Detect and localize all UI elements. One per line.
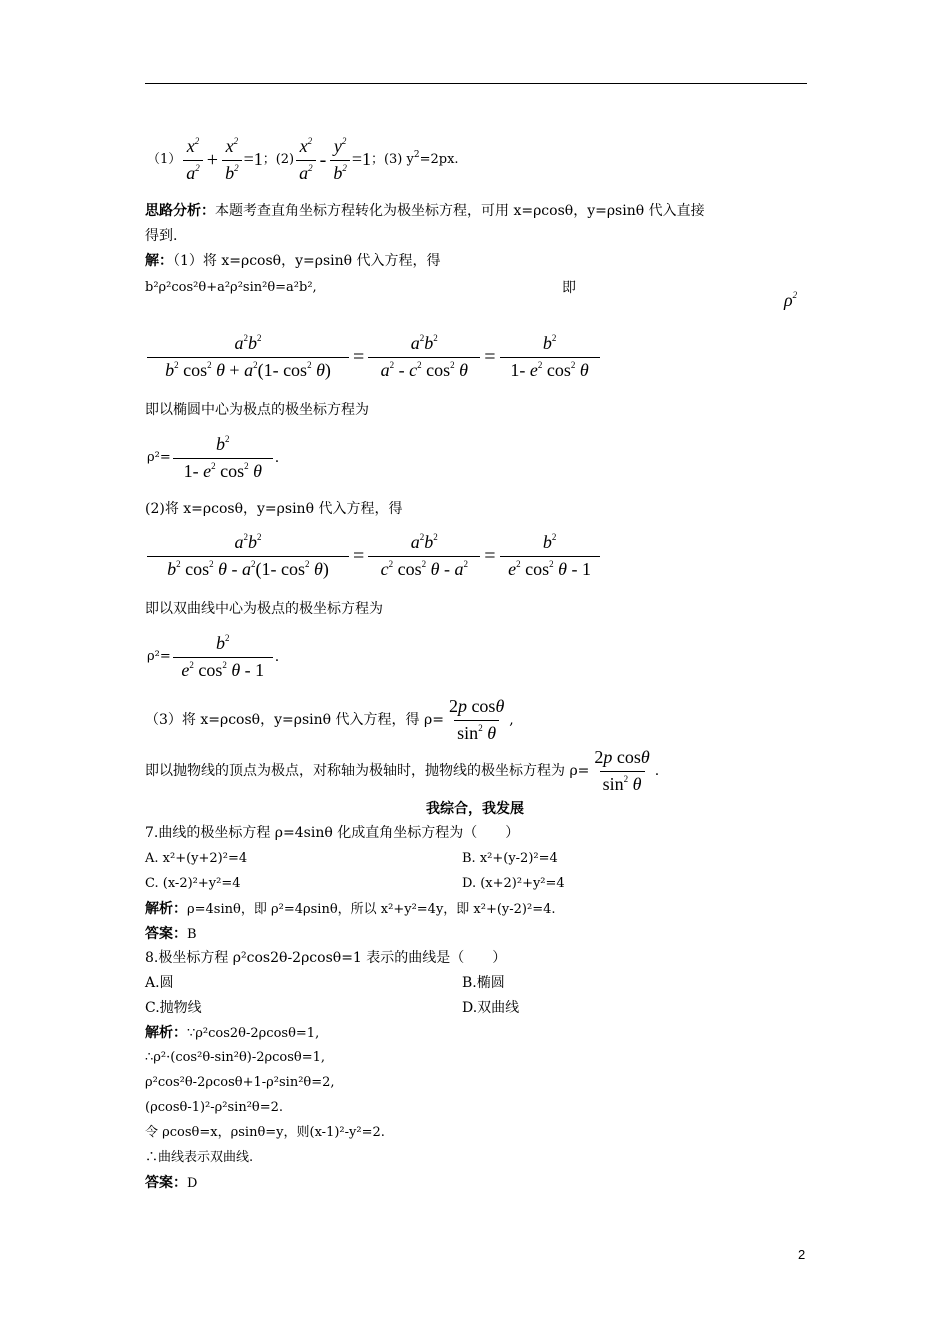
ellipse-frac-2: $\frac{a^2b^2}{a^2 - c^2 \cos^2 \theta}$: [368, 333, 480, 381]
equals-one-2: =1: [351, 149, 371, 170]
equals-one: =1: [243, 149, 263, 170]
hyperbola-frac-2: $\frac{a^2b^2}{c^2 \cos^2 \theta - a^2}$: [368, 532, 480, 580]
q7-option-c: C. (x-2)²+y²=4: [145, 876, 241, 891]
q8-analysis-4: (ρcosθ-1)²-ρ²sin²θ=2.: [145, 1100, 284, 1115]
hyperbola-derivation: $\frac{a^2b^2}{b^2 \cos^2 \theta - a^2(1- \cos^2 \theta)}$ = $\frac{a^2b^2}{c^2 \cos^2 \theta - a^2}$ = $\frac{b^2}{e^2 \cos^2 \theta - 1}$: [145, 532, 602, 580]
q8-option-b: B.椭圆: [462, 975, 505, 991]
q7-answer: 答案：B: [145, 926, 197, 942]
solution-step-2: (2)将 x=ρcosθ，y=ρsinθ 代入方程，得: [145, 501, 403, 517]
q8-analysis-1: 解析：∵ρ²cos2θ-2ρcosθ=1,: [145, 1025, 320, 1041]
q8-analysis-6: ∴曲线表示双曲线.: [145, 1150, 254, 1165]
q8-answer: 答案：D: [145, 1175, 198, 1191]
hyperbola-text: 即以双曲线中心为极点的极坐标方程为: [145, 601, 383, 617]
ellipse-result: ρ²= $\frac{b^2}{1- e^2 \cos^2 \theta}$ .: [147, 434, 280, 481]
fraction-y2-b2: $\frac{y^2}{b^2}$: [330, 136, 350, 184]
ellipse-frac-3: $\frac{b^2}{1- e^2 \cos^2 \theta}$: [500, 333, 600, 381]
fraction-x2-a2: $\frac{x^2}{a^2}$: [183, 136, 203, 184]
parabola-frac-1: $\frac{\text{2p cosθ}}{\sin^2 \theta}$: [448, 696, 505, 743]
analysis-line-1: 思路分析：本题考查直角坐标方程转化为极坐标方程，可用 x=ρcosθ，y=ρsinθ 代入直接: [145, 203, 705, 219]
header-rule: [145, 83, 807, 84]
q8-option-a: A.圆: [145, 975, 174, 991]
hyperbola-frac-1: $\frac{a^2b^2}{b^2 \cos^2 \theta - a^2(1- \cos^2 \theta)}$: [147, 532, 349, 580]
solution-step-1: 解：（1）将 x=ρcosθ，y=ρsinθ 代入方程，得: [145, 253, 441, 269]
solution-step-3: （3）将 x=ρcosθ，y=ρsinθ 代入方程，得 ρ= $\frac{\text{2p cosθ}}{\sin^2 \theta}$ ,: [145, 696, 514, 743]
q8-stem: 8.极坐标方程 ρ²cos2θ-2ρcosθ=1 表示的曲线是（ ）: [145, 950, 507, 966]
label-3: ；(3) $y^2=2px$.: [370, 149, 459, 168]
q8-analysis-3: ρ²cos²θ-2ρcosθ+1-ρ²sin²θ=2,: [145, 1075, 335, 1090]
rho-squared: $\rho^2$: [784, 290, 798, 310]
q7-option-d: D. (x+2)²+y²=4: [462, 876, 565, 891]
ellipse-result-frac: $\frac{b^2}{1- e^2 \cos^2 \theta}$: [173, 434, 273, 482]
q8-option-c: C.抛物线: [145, 1000, 202, 1016]
solution-eq-line: b²ρ²cos²θ+a²ρ²sin²θ=a²b²,: [145, 280, 317, 295]
q7-stem: 7.曲线的极坐标方程 ρ=4sinθ 化成直角坐标方程为（ ）: [145, 825, 520, 841]
ellipse-frac-1: $\frac{a^2b^2}{b^2 \cos^2 \theta + a^2(1- \cos^2 \theta)}$: [147, 333, 349, 381]
page-number: 2: [798, 1247, 806, 1262]
parabola-frac-2: $\frac{\text{2p cosθ}}{\sin^2 \theta}$: [594, 747, 650, 794]
ellipse-derivation: $\frac{a^2b^2}{b^2 \cos^2 \theta + a^2(1- \cos^2 \theta)}$ = $\frac{a^2b^2}{a^2 - c^2 \cos^2 \theta}$ = $\frac{b^2}{1- e^2 \cos^2 \theta}$: [145, 333, 602, 381]
parabola-text: 即以抛物线的顶点为极点，对称轴为极轴时，抛物线的极坐标方程为 ρ= $\frac{\text{2p cosθ}}{\sin^2 \theta}$ .: [145, 747, 660, 794]
q7-analysis: 解析：ρ=4sinθ，即 ρ²=4ρsinθ，所以 x²+y²=4y，即 x²+(y-2)²=4.: [145, 901, 556, 917]
ji-label: 即: [562, 280, 576, 296]
label-1: （1）: [147, 152, 182, 168]
given-equations: （1） $\frac{x^2}{a^2}$ + $\frac{x^2}{b^2}$ =1 ；(2) $\frac{x^2}{a^2}$ - $\frac{y^2}{b^2}$ =1 ；(3) $y^2=2px$.: [147, 136, 459, 183]
hyperbola-result-frac: $\frac{b^2}{e^2 \cos^2 \theta - 1}$: [173, 633, 273, 681]
section-title: 我综合，我发展: [426, 801, 524, 817]
q8-analysis-2: ∴ρ²·(cos²θ-sin²θ)-2ρcosθ=1,: [145, 1050, 326, 1065]
fraction-x2-a2-hyp: $\frac{x^2}{a^2}$: [296, 136, 316, 184]
ellipse-text: 即以椭圆中心为极点的极坐标方程为: [145, 402, 369, 418]
q8-option-d: D.双曲线: [462, 1000, 520, 1016]
analysis-line-2: 得到.: [145, 228, 178, 244]
label-2: ；(2): [262, 152, 295, 168]
q8-analysis-5: 令 ρcosθ=x，ρsinθ=y，则(x-1)²-y²=2.: [145, 1125, 385, 1140]
fraction-x2-b2: $\frac{x^2}{b^2}$: [222, 136, 242, 184]
hyperbola-result: ρ²= $\frac{b^2}{e^2 \cos^2 \theta - 1}$ .: [147, 633, 280, 680]
q7-option-b: B. x²+(y-2)²=4: [462, 851, 558, 866]
hyperbola-frac-3: $\frac{b^2}{e^2 \cos^2 \theta - 1}$: [500, 532, 600, 580]
q7-option-a: A. x²+(y+2)²=4: [145, 851, 248, 866]
